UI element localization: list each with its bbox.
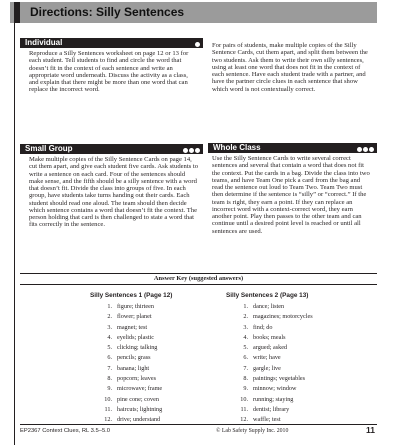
answer-item-text: clicking; talking <box>117 344 158 352</box>
difficulty-dots-icon <box>194 40 200 46</box>
answer-key-set1 <box>90 292 172 426</box>
section-header-small-group <box>20 144 203 154</box>
section-body: Make multiple copies of the Silly Sentence Cards on page 14, cut them apart, and give each student five cards. Ask students to write a sentence on each card. Four of the sentences should make sense, and the fifth should be a silly sentence with a word that doesn’t fit. Divide the class into groups of five. In each group, have students take turns handing out their cards. Each student should read one aloud. The team should then decide which sentence contains a word that doesn’t fit the context. The person holding that card is then challenged to state a word that fits correctly in the sentence. <box>29 156 199 229</box>
page-number: 11 <box>366 425 375 435</box>
section-small-group <box>20 144 203 229</box>
answer-item <box>226 333 313 343</box>
answer-item-text: popcorn; leaves <box>117 375 157 383</box>
answer-item <box>90 384 172 394</box>
answer-key-set-title: Silly Sentences 2 (Page 13) <box>226 292 309 299</box>
section-individual <box>20 38 203 94</box>
answer-key-title: Answer Key (suggested answers) <box>20 273 377 285</box>
answer-item <box>226 323 313 333</box>
answer-key-set-title: Silly Sentences 1 (Page 12) <box>90 292 173 299</box>
answer-item-number: 5. <box>107 344 112 352</box>
answer-item-number: 3. <box>107 323 112 331</box>
left-margin-rule <box>14 23 15 445</box>
answer-item-text: waffle; test <box>253 416 281 424</box>
answer-item-number: 5. <box>243 344 248 352</box>
answer-key-set2 <box>226 292 313 426</box>
answer-item-number: 4. <box>107 333 112 341</box>
answer-item <box>226 405 313 415</box>
answer-item-number: 12. <box>104 416 112 424</box>
answer-item <box>90 343 172 353</box>
answer-item <box>90 312 172 322</box>
answer-item-text: running; staying <box>253 395 294 403</box>
answer-item-text: books; meals <box>253 333 286 341</box>
answer-item <box>90 405 172 415</box>
answer-item-text: haircuts; lightning <box>117 405 163 413</box>
answer-item-number: 2. <box>243 313 248 321</box>
difficulty-dots-icon <box>182 146 200 152</box>
answer-item-text: write; have <box>253 354 281 362</box>
section-whole-class <box>208 143 377 235</box>
answer-item-number: 7. <box>107 364 112 372</box>
answer-item-text: drive; understand <box>117 416 161 424</box>
section-partners <box>208 40 377 93</box>
answer-item-number: 10. <box>240 395 248 403</box>
answer-item <box>226 302 313 312</box>
section-title: Small Group <box>25 144 73 153</box>
answer-item <box>90 364 172 374</box>
page-title: Directions: Silly Sentences <box>30 5 185 19</box>
answer-item-number: 9. <box>243 385 248 393</box>
answer-item <box>226 343 313 353</box>
answer-item <box>90 323 172 333</box>
answer-item-number: 10. <box>104 395 112 403</box>
answer-item-text: minnow; window <box>253 385 297 393</box>
answer-item-number: 1. <box>243 303 248 310</box>
footer-product-code: EP2367 Context Clues, RL 3.5–5.0 <box>20 428 111 434</box>
answer-item-text: find; do <box>253 323 273 331</box>
answer-item-text: microwave; frame <box>117 385 163 393</box>
answer-item-text: dance; listen <box>253 303 285 310</box>
answer-item-text: banana; light <box>117 364 150 372</box>
answer-item-number: 8. <box>107 375 112 383</box>
answer-item-number: 6. <box>243 354 248 362</box>
answer-item <box>226 364 313 374</box>
answer-item-number: 6. <box>107 354 112 362</box>
answer-item-text: figure; thirteen <box>117 303 154 310</box>
section-title: Individual <box>25 38 63 47</box>
answer-item-number: 12. <box>240 416 248 424</box>
section-body: Use the Silly Sentence Cards to write several correct sentences and several that contain a word that does not fit the context. Put the cards in a bag. Divide the class into two teams, and have Team One pick a card from the bag and read the sentence out loud to Team Two. Team Two must then determine if the sentence is “silly” or “correct.” If the team is right, they earn a point. If they can replace an incorrect word with a context-correct word, they earn another point. Play then passes to the other team and can continue until a desired point level is reached or until all sentences are used. <box>212 155 370 235</box>
answer-item <box>226 395 313 405</box>
answer-item <box>90 395 172 405</box>
answer-item-number: 4. <box>243 333 248 341</box>
answer-item-number: 11. <box>104 405 112 413</box>
answer-item <box>90 353 172 363</box>
answer-item-text: eyelids; plastic <box>117 333 154 341</box>
answer-item-number: 11. <box>240 405 248 413</box>
answer-item-text: paintings; vegetables <box>253 375 306 383</box>
answer-item-number: 8. <box>243 375 248 383</box>
section-header-individual <box>20 38 203 48</box>
section-header-whole-class <box>208 143 377 153</box>
header-accent <box>14 2 20 23</box>
answer-item <box>226 353 313 363</box>
answer-item-text: argued; asked <box>253 344 288 352</box>
answer-item-text: magnet; test <box>117 323 148 331</box>
answer-item-text: dentist; library <box>253 405 290 413</box>
answer-item-number: 7. <box>243 364 248 372</box>
answer-item-number: 2. <box>107 313 112 321</box>
answer-item <box>226 312 313 322</box>
answer-item-text: flower; planet <box>117 313 152 321</box>
answer-item <box>226 374 313 384</box>
answer-item-number: 3. <box>243 323 248 331</box>
footer-rule <box>20 424 377 425</box>
answer-item-text: pencils; grass <box>117 354 151 362</box>
answer-item-text: pine cone; coven <box>117 395 159 403</box>
answer-item-number: 9. <box>107 385 112 393</box>
difficulty-dots-icon <box>356 145 374 151</box>
answer-item <box>90 333 172 343</box>
answer-item <box>226 384 313 394</box>
answer-item <box>90 302 172 312</box>
section-body: For pairs of students, make multiple copies of the Silly Sentence Cards, cut them apart, and split them between the two students. Ask them to write their own silly sentences, using at least one word that does not fit in the context of each sentence. Have each student trade with a partner, and have the partner circle clues in each sentence that show which word is not contextually correct. <box>212 42 368 93</box>
answer-item-text: magazines; motorcycles <box>253 313 313 321</box>
footer-copyright: © Lab Safety Supply Inc. 2010 <box>216 428 289 434</box>
answer-item-number: 1. <box>107 303 112 310</box>
answer-item <box>90 374 172 384</box>
answer-item-text: gargle; live <box>253 364 281 372</box>
section-body: Reproduce a Silly Sentences worksheet on page 12 or 13 for each student. Tell students to find and circle the word that doesn’t fit in the context of each sentence and write an appropriate word underneath. Discuss the activity as a class, and explain that there might be more than one word that can replace the incorrect word. <box>29 50 189 94</box>
section-title: Whole Class <box>213 143 261 152</box>
